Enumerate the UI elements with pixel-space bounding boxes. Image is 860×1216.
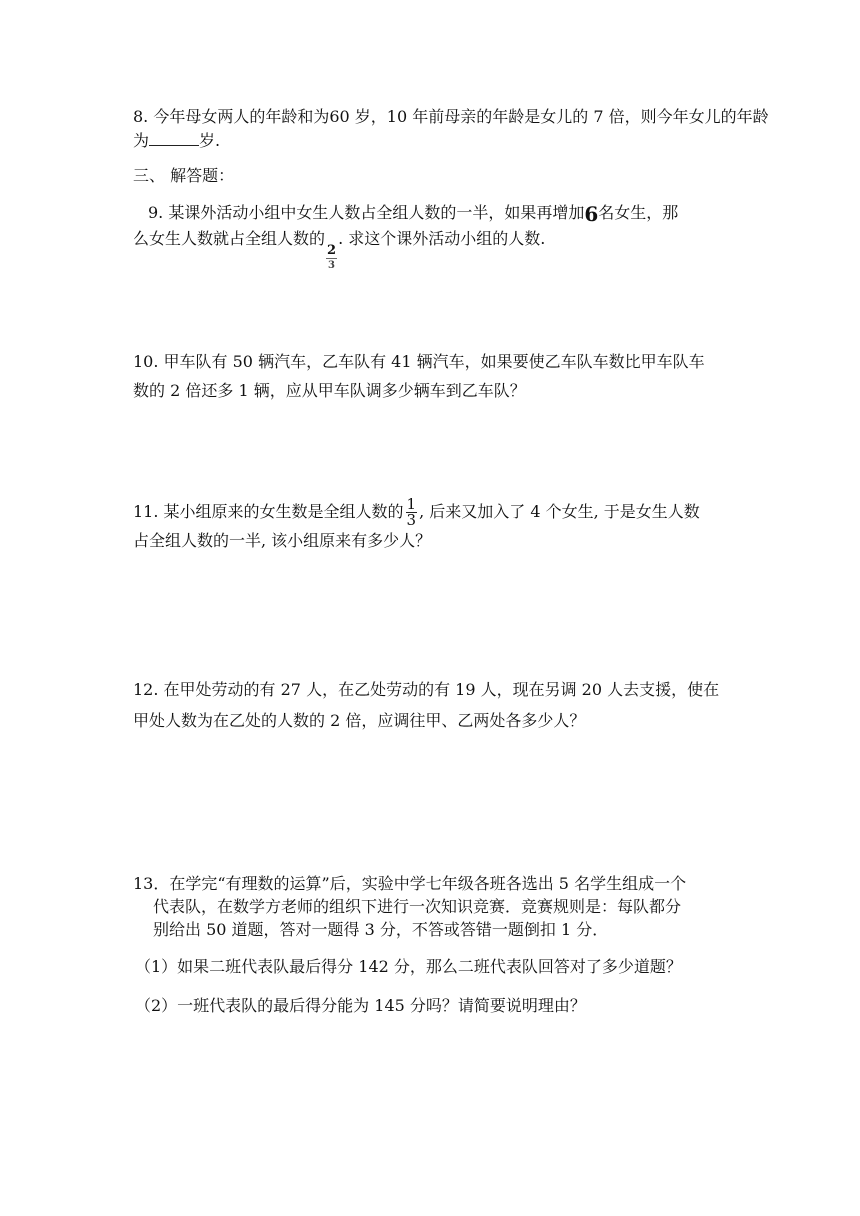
q8-line-2: [133, 131, 220, 151]
q13-sub-question-2: （2）一班代表队的最后得分能为 145 分吗？请简要说明理由？: [135, 996, 586, 1015]
q8-line-2-prefix: 为: [133, 131, 150, 150]
q8-line-2-suffix: 岁.: [199, 131, 221, 150]
q13-sub-question-1: （1）如果二班代表队最后得分 142 分，那么二班代表队回答对了多少道题？: [135, 957, 682, 976]
q11-line-1-text: 11. 某小组原来的女生数是全组人数的: [133, 502, 404, 521]
q11-line-2: 占全组人数的一半, 该小组原来有多少人？: [133, 531, 432, 550]
q9-line-2: [133, 229, 545, 273]
q10-line-2: 数的 2 倍还多 1 辆，应从甲车队调多少辆车到乙车队？: [133, 381, 526, 400]
q12-line-2: 甲处人数为在乙处的人数的 2 倍，应调往甲、乙两处各多少人？: [133, 711, 586, 730]
q8-line-1: 8. 今年母女两人的年龄和为60 岁，10 年前母亲的年龄是女儿的 7 倍，则今年女儿的年龄: [133, 107, 769, 126]
q11-fraction-numerator: 1: [406, 495, 417, 513]
q9-line-1: [148, 203, 678, 224]
q12-line-1: 12. 在甲处劳动的有 27 人，在乙处劳动的有 19 人，现在另调 20 人去支援，使在: [133, 680, 720, 699]
q9-fraction-numerator: 2: [327, 243, 337, 258]
q13-line-3: 别给出 50 道题，答对一题得 3 分，不答或答错一题倒扣 1 分．: [153, 920, 609, 939]
q9-fraction-denominator: 3: [328, 260, 336, 271]
q8-answer-blank: [149, 131, 199, 146]
q13-line-2: 代表队，在数学方老师的组织下进行一次知识竞赛．竞赛规则是：每队都分: [153, 897, 682, 916]
q9-line-1-tail: 名女生，那: [598, 203, 679, 222]
q11-line-1: [133, 497, 700, 528]
q11-fraction-denominator: 3: [406, 511, 417, 529]
q11-line-1-tail: , 后来又加入了 4 个女生, 于是女生人数: [419, 502, 700, 521]
q9-line-2-tail: . 求这个课外活动小组的人数.: [338, 229, 546, 248]
q11-fraction: [406, 497, 418, 528]
q9-number-six: 6: [584, 202, 599, 226]
q9-line-1-text: 9. 某课外活动小组中女生人数占全组人数的一半，如果再增加: [148, 203, 585, 222]
q10-line-1: 10. 甲车队有 50 辆汽车，乙车队有 41 辆汽车，如果要使乙车队车数比甲车队车: [133, 352, 705, 371]
section-3-heading: 三、 解答题：: [133, 166, 235, 185]
q13-line-1: 13．在学完“有理数的运算”后，实验中学七年级各班各选出 5 名学生组成一个: [133, 874, 687, 893]
q9-line-2-text: 么女生人数就占全组人数的: [133, 229, 326, 248]
q9-fraction: [326, 244, 337, 273]
